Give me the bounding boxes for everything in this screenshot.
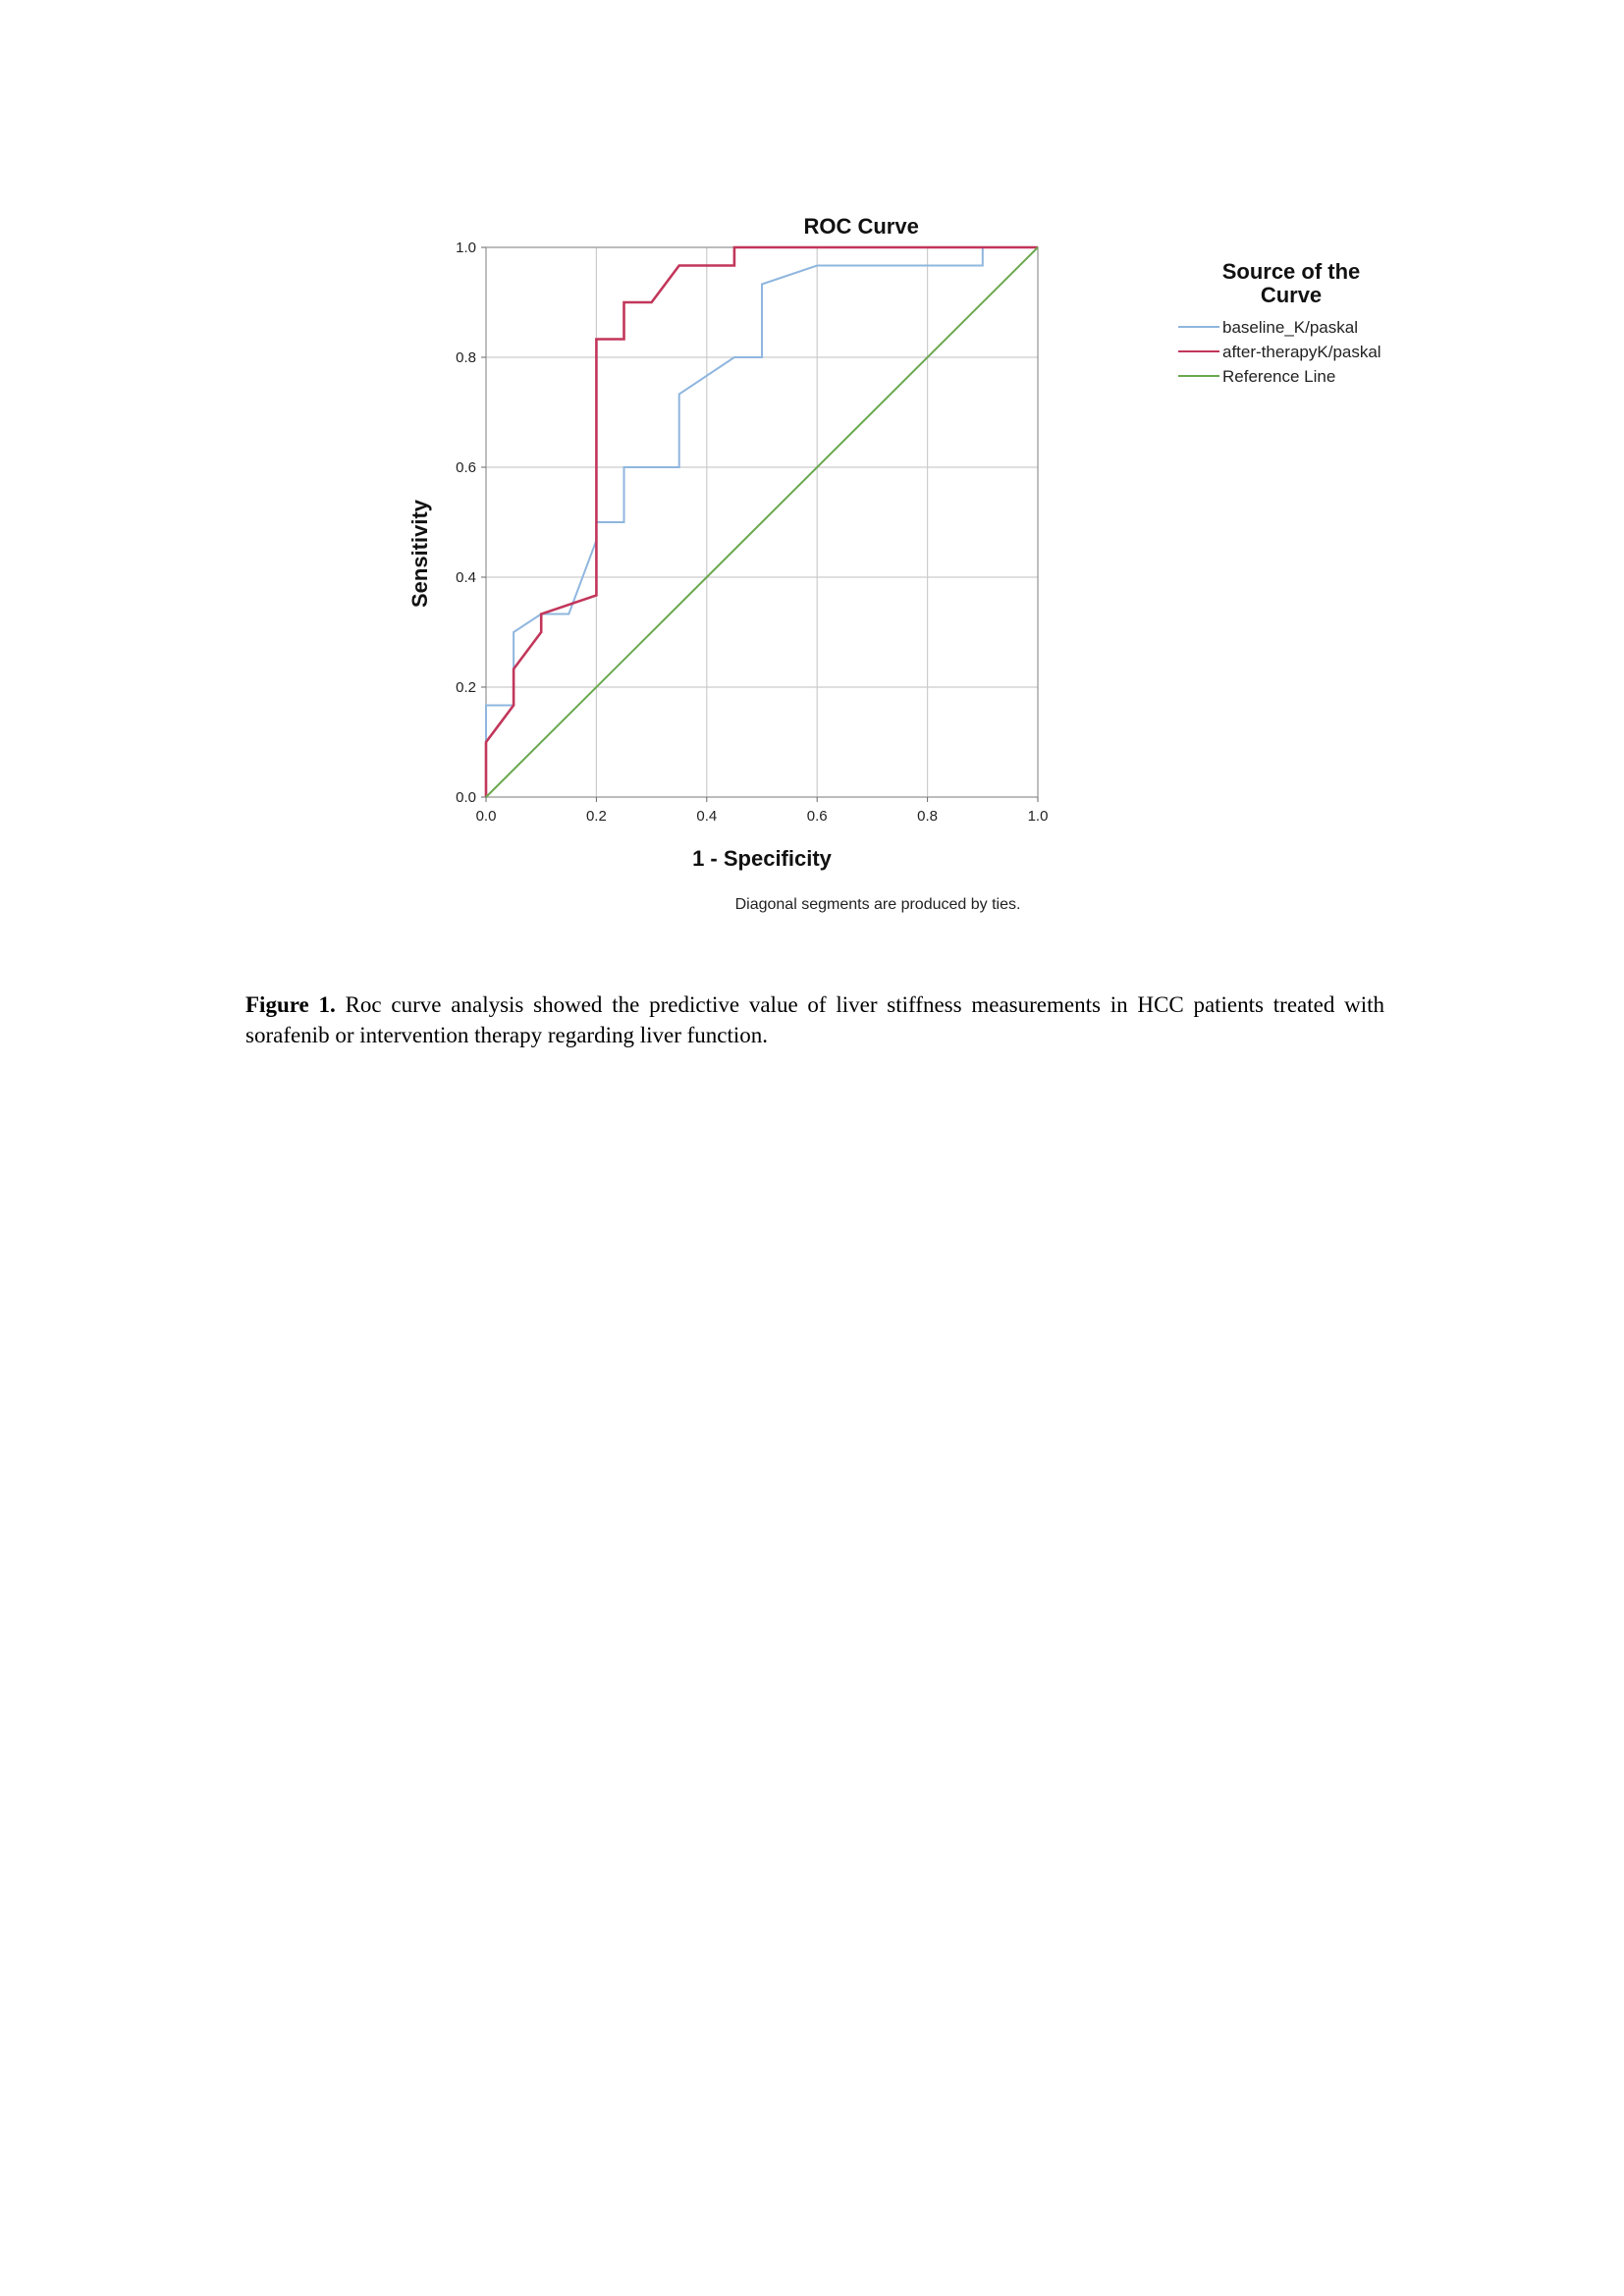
y-tick-label: 0.8: [456, 349, 476, 366]
chart-title: ROC Curve: [803, 214, 919, 239]
y-axis-title: Sensitivity: [407, 499, 432, 609]
roc-chart: [383, 196, 1492, 923]
legend-label: after-therapyK/paskal: [1222, 343, 1381, 361]
x-tick-label: 0.6: [806, 808, 828, 825]
caption-text: Roc curve analysis showed the predictive value of liver stiffness measurements in HCC patients treated with sorafenib or intervention therapy regarding liver function.: [245, 992, 1385, 1047]
x-axis-title: 1 - Specificity: [692, 846, 832, 871]
legend-label: baseline_K/paskal: [1222, 318, 1358, 337]
x-tick-label: 0.0: [475, 808, 497, 825]
roc-figure: [383, 196, 1492, 923]
figure-caption: [245, 989, 1384, 1050]
x-tick-label: 0.4: [696, 808, 718, 825]
y-tick-label: 0.6: [456, 459, 476, 476]
legend-label: Reference Line: [1222, 367, 1336, 386]
legend-title-line-2: Curve: [1260, 283, 1323, 307]
x-tick-label: 0.8: [917, 808, 939, 825]
y-tick-label: 1.0: [456, 240, 476, 256]
chart-footnote: Diagonal segments are produced by ties.: [734, 896, 1021, 913]
y-tick-label: 0.0: [456, 789, 476, 806]
y-tick-label: 0.4: [456, 569, 476, 586]
x-tick-label: 0.2: [585, 808, 607, 825]
caption-label: Figure 1.: [245, 992, 336, 1017]
x-tick-label: 1.0: [1027, 808, 1049, 825]
legend-title: Source of the: [1221, 259, 1361, 284]
y-tick-label: 0.2: [456, 679, 476, 696]
